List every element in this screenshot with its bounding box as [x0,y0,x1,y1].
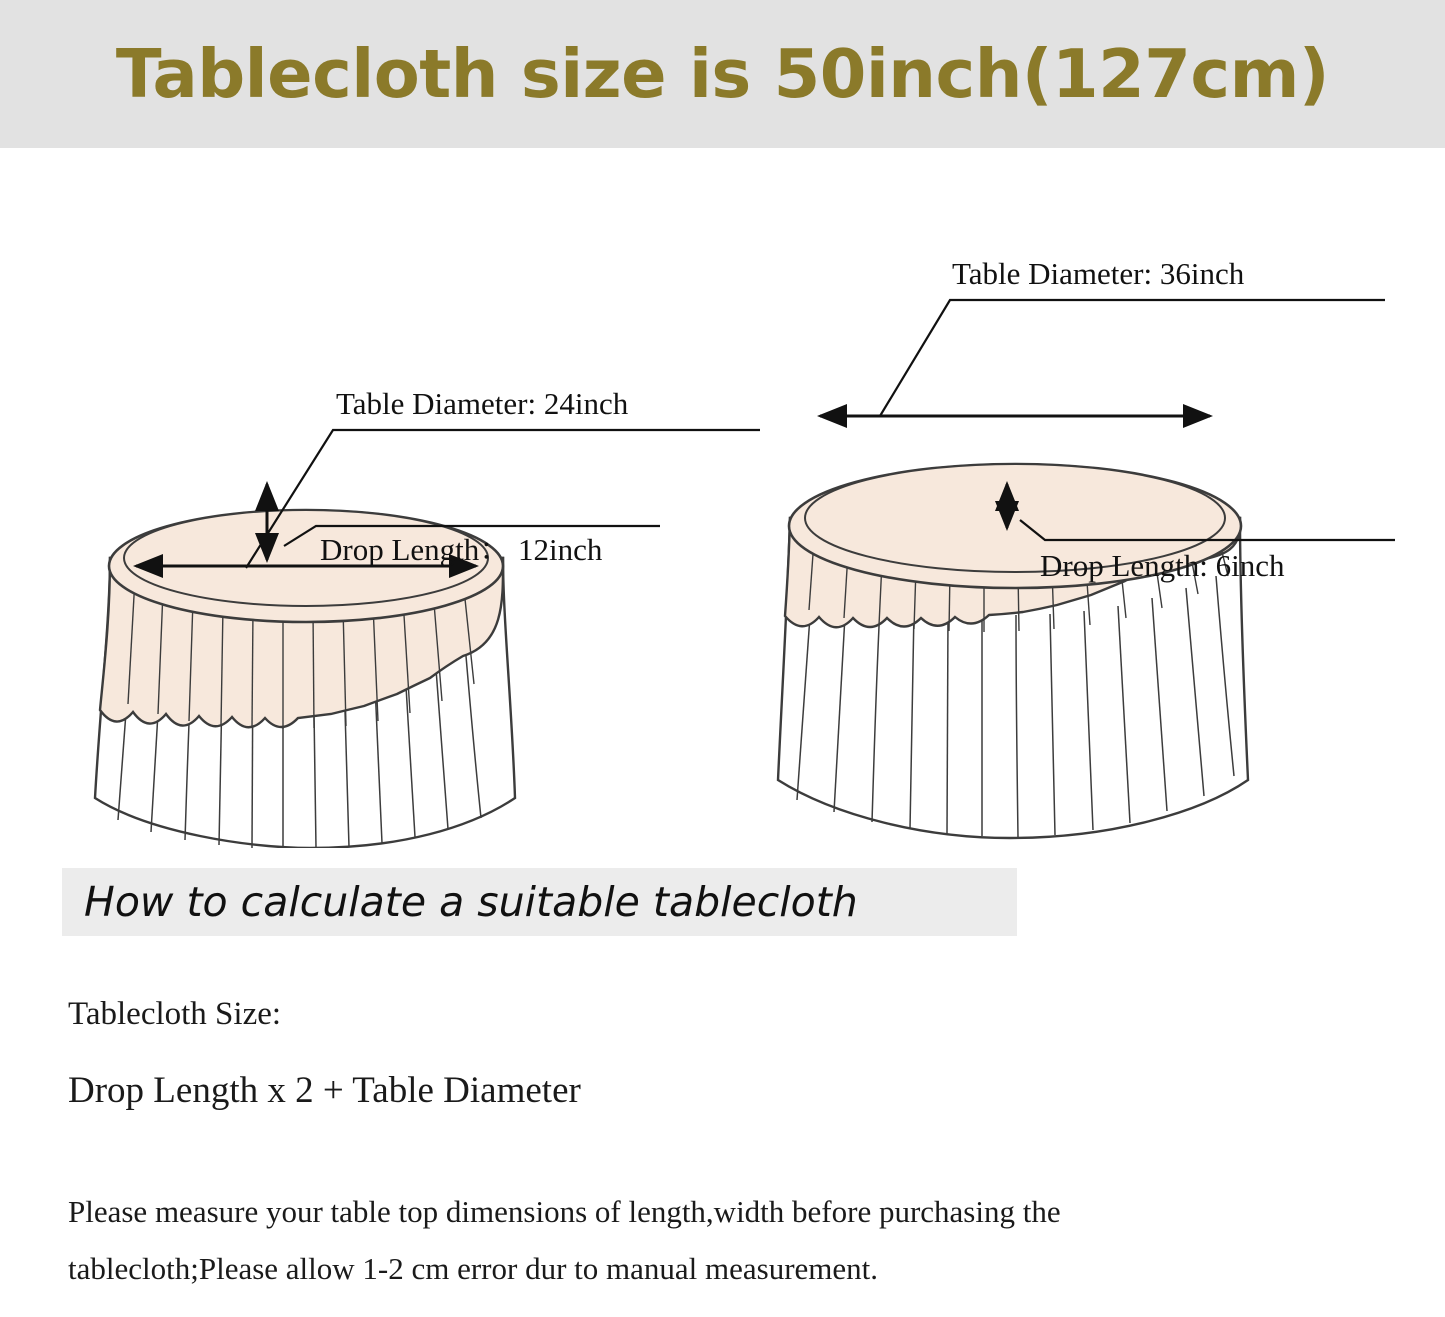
body-copy [68,995,1378,1298]
howto-band [62,868,1017,936]
header-banner [0,0,1445,148]
howto-heading: How to calculate a suitable tablecloth [84,878,858,926]
right-table-illustration [778,256,1395,838]
left-diameter-label: Table Diameter: 24inch [336,386,629,421]
page-title: Tablecloth size is 50inch(127cm) [115,34,1330,113]
tablecloth-size-formula: Drop Length x 2 + Table Diameter [68,1069,581,1111]
measurement-note-line-1: Please measure your table top dimensions of length,width before purchasing the [68,1193,1061,1229]
left-table-illustration [95,386,760,848]
right-drop-label: Drop Length: 6inch [1040,548,1285,583]
measurement-note-line-2: tablecloth;Please allow 1-2 cm error dur to manual measurement. [68,1251,879,1287]
tablecloth-diagram [0,148,1445,848]
left-drop-label: Drop Length： 12inch [320,532,603,567]
right-diameter-label: Table Diameter: 36inch [952,256,1245,291]
measurement-note [68,1183,1318,1298]
tablecloth-size-label: Tablecloth Size: [68,996,282,1032]
